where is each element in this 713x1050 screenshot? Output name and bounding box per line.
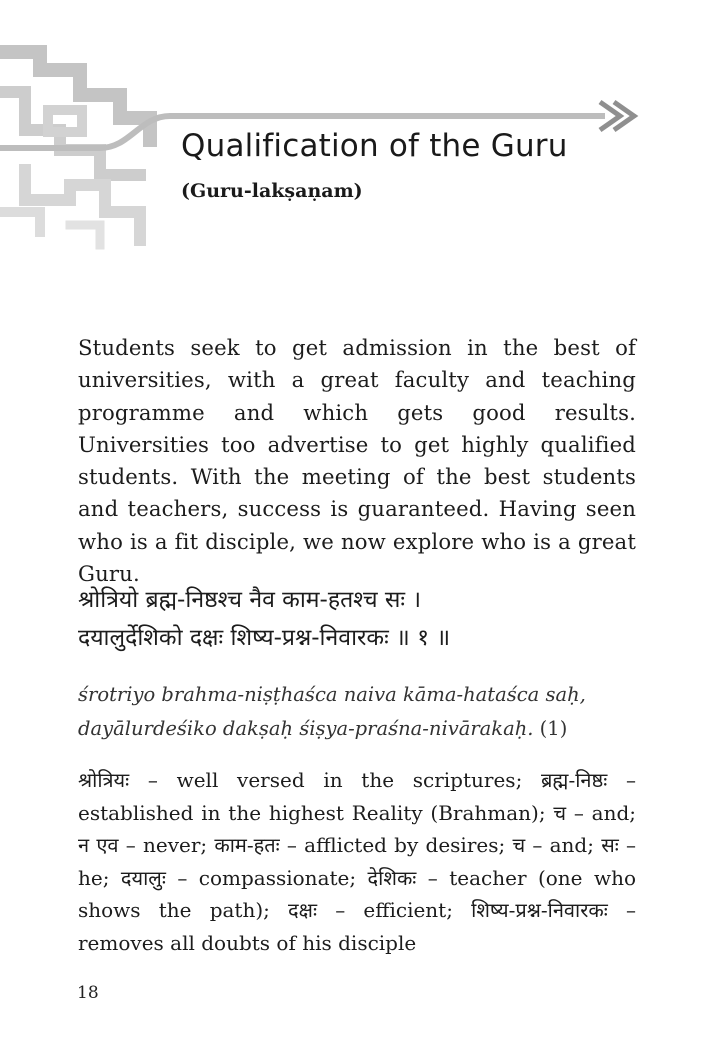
decorative-header-ornament (0, 0, 713, 250)
chapter-title: Qualification of the Guru (181, 128, 568, 164)
verse-number: (1) (533, 717, 568, 740)
page-number: 18 (77, 983, 99, 1003)
word-meaning-paragraph: श्रोत्रियः – well versed in the scriptures; ब्रह्म-निष्ठः – established in the highest Reality (Brahman); च – and; न एव – never; काम-हतः – afflicted by desires; च – and; सः – he; दयालुः – compassionate; देशिकः – teacher (one who shows the path); दक्षः – efficient; शिष्य-प्रश्न-निवारकः – removes all doubts of his disciple (78, 768, 636, 955)
transliteration-line-1: śrotriyo brahma-niṣṭhaśca naiva kāma-hataśca saḥ, (78, 683, 586, 706)
sanskrit-verse-line-1: श्रोत्रियो ब्रह्म-निष्ठश्च नैव काम-हतश्च सः । (78, 587, 422, 613)
transliteration-line-2: dayālurdeśiko dakṣaḥ śiṣya-praśna-nivārakaḥ. (78, 717, 534, 740)
chapter-subtitle: (Guru-lakṣaṇam) (181, 180, 363, 202)
intro-paragraph: Students seek to get admission in the best of universities, with a great faculty and teaching programme and which gets good results. Universities too advertise to get highly qualified students. With the meeting of the best students and teachers, success is guaranteed. Having seen who is a fit disciple, we now explore who is a great Guru. (78, 335, 636, 587)
transliteration-block (78, 678, 638, 746)
sanskrit-verse-line-2: दयालुर्देशिको दक्षः शिष्य-प्रश्न-निवारकः ॥ १ ॥ (78, 625, 451, 651)
